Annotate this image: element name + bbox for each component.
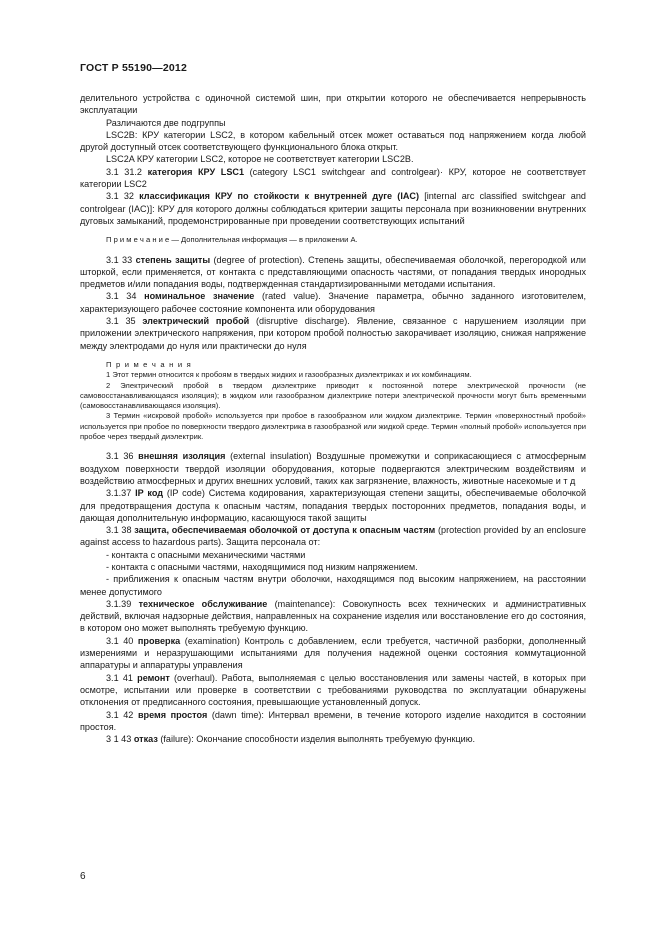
list-item: - контакта с опасными частями, находящимися под низким напряжением.	[106, 561, 418, 572]
page-body	[80, 92, 586, 745]
list-item: - приближения к опасным частям внутри оболочки, находящимся под высоким напряжением, на расстоянии менее допустимого	[80, 574, 586, 597]
term-3-1-40	[80, 635, 586, 672]
term-3-1-31-2	[80, 166, 586, 191]
term-title: отказ	[133, 734, 158, 745]
term-title: ремонт	[137, 672, 170, 683]
term-number: 3.1 40	[106, 635, 138, 646]
term-title: проверка	[137, 635, 181, 646]
term-number: 3.1.37	[106, 488, 136, 499]
note-1: 1 Этот термин относится к пробоям в твердых жидких и газообразных диэлектриках и их комбинациям.	[106, 370, 472, 380]
paragraph-continuation: делительного устройства с одиночной системой шин, при открытии которого не обеспечивается непрерывность эксплуатации	[80, 93, 586, 116]
note-text: — Дополнительная информация — в приложении А.	[169, 235, 358, 245]
term-number: 3.1 41	[106, 672, 138, 683]
note-3: 3 Термин «искровой пробой» используется при пробое в газообразном или жидком диэлектрике. Термин «поверхностный пробой» используется при пробое по поверхности твердого диэлектрика в газообразной или жидкой среде. Термин «полный пробой» используется при пробое через твердый диэлектрик.	[80, 411, 586, 442]
term-number: 3.1 33	[106, 254, 136, 265]
term-title: степень защиты	[135, 254, 211, 265]
term-number: 3.1 32	[106, 191, 140, 202]
term-title: электрический пробой	[142, 316, 250, 327]
term-definition: (failure): Окончание способности изделия выполнять требуемую функцию.	[157, 734, 476, 745]
term-number: 3.1 35	[106, 316, 143, 327]
standard-designation: ГОСТ Р 55190—2012	[80, 62, 188, 74]
term-definition: (examination) Контроль с добавлением, если требуется, частичной разборки, дополненный измерениями и неразрушающими испытаниями для получения надежной оценки состояния коммутационной аппаратуры и аппаратуры управления	[80, 635, 587, 671]
term-title: внешняя изоляция	[138, 451, 226, 462]
term-3-1-39	[80, 598, 586, 635]
term-definition: (category LSC1 switchgear and controlgear)· КРУ, которое не соответствует категории LSC2	[80, 166, 587, 190]
term-3-1-42	[80, 709, 586, 734]
term-number: 3.1 42	[106, 709, 138, 720]
term-definition: (dawn time): Интервал времени, в течение которого изделие находится в состоянии простоя.	[80, 709, 587, 732]
term-title: защита, обеспечиваемая оболочкой от доступа к опасным частям	[134, 525, 436, 536]
term-3-1-37	[80, 487, 586, 524]
term-title: время простоя	[137, 709, 208, 720]
page-number: 6	[80, 871, 86, 882]
term-definition: (disruptive discharge). Явление, связанное с нарушением изоляции при приложении электрического напряжения, при котором пробой полностью закорачивает изоляцию, снижая напряжение между электродами до нуля или практически до нуля	[80, 316, 586, 351]
term-definition: [internal arc classified switchgear and controlgear (IAC)]: КРУ для которого должны соблюдаться критерии защиты персонала при возникновении внутренних дуговых замыканий, продемонстрированные при проведении соответствующих испытаний	[80, 191, 586, 226]
term-title: IP код	[135, 488, 164, 499]
term-definition: (protection provided by an enclosure against access to hazardous parts). Защита персонала от:	[80, 525, 586, 548]
term-number: 3.1 36	[106, 451, 139, 462]
term-3-1-41	[80, 672, 586, 709]
term-definition: (rated value). Значение параметра, обычно заданного изготовителем, характеризующего рабочее состояние компонента или оборудования	[80, 291, 586, 314]
term-3-1-35	[80, 315, 586, 352]
paragraph-lsc2b: LSC2B: КРУ категории LSC2, в котором кабельный отсек может оставаться под напряжением когда любой другой доступный отсек соответствующего функционального блока открыт.	[80, 129, 586, 153]
term-3-1-32	[80, 190, 586, 227]
paragraph-subgroups: Различаются две подгруппы	[106, 117, 226, 128]
term-definition: (degree of protection). Степень защиты, обеспечиваемая оболочкой, перегородкой или шторкой, если применяется, от контакта с представляющими опасность частями, от попадания твердых инородных предметов и/или попадания воды, подтвержденная стандартизированными методами испытания.	[80, 254, 586, 290]
term-3-1-43	[80, 733, 586, 745]
term-number: 3.1 31.2	[106, 166, 148, 177]
term-number: 3.1.39	[106, 598, 139, 609]
term-title: классификация КРУ по стойкости к внутренней дуге (IAC)	[139, 191, 420, 202]
term-number: 3 1 43	[106, 734, 134, 745]
term-number: 3.1 38	[106, 525, 135, 536]
term-title: техническое обслуживание	[138, 598, 268, 609]
term-number: 3.1 34	[106, 291, 145, 302]
term-definition: (maintenance): Совокупность всех технических и административных действий, включая надзорные действия, направленных на сохранение изделия или восстановление его до состояния, в котором оно может выполнять требуемую функцию.	[80, 598, 586, 634]
term-title: номинальное значение	[144, 291, 255, 302]
term-3-1-36	[80, 450, 586, 487]
list-item: - контакта с опасными механическими частями	[106, 549, 306, 560]
note-iac	[80, 235, 586, 245]
term-3-1-38	[80, 524, 586, 549]
term-definition: (overhaul). Работа, выполняемая с целью восстановления или замены частей, в которых при осмотре, испытании или проверке в соответствии с требованиями руководства по эксплуатации обнаружены отклонения от предписанного состояния, превышающие установленный допуск.	[80, 672, 586, 708]
notes-heading: П р и м е ч а н и я	[106, 359, 192, 369]
term-definition: (external insulation) Воздушные промежутки и соприкасающиеся с атмосферным воздухом поверхности твердой изоляции оборудования, которые подвергаются электрическим воздействиям и воздействию атмосферных и других внешних условий, таких как загрязнение, влажность, животные насекомые и т д	[80, 451, 586, 486]
note-2: 2 Электрический пробой в твердом диэлектрике приводит к постоянной потере электрической прочности (не самовосстанавливающаяся изоляция); в жидком или газообразном диэлектрике потери электрической прочности могут быть временными (самовосстанавливающаяся изоляция).	[80, 380, 586, 411]
paragraph-lsc2a: LSC2A КРУ категории LSC2, которое не соответствует категории LSC2B.	[106, 154, 414, 165]
term-title: категория КРУ LSC1	[147, 166, 245, 177]
note-label: П р и м е ч а н и е	[106, 235, 170, 245]
term-definition: (IP code) Система кодирования, характеризующая степени защиты, обеспечиваемые оболочкой для предотвращения доступа к опасным частям, попадания твердых посторонних предметов, попадания воды, и дающая дополнительную информацию, касающуюся такой защиты	[80, 488, 587, 523]
term-3-1-33	[80, 254, 586, 291]
term-3-1-34	[80, 290, 586, 315]
